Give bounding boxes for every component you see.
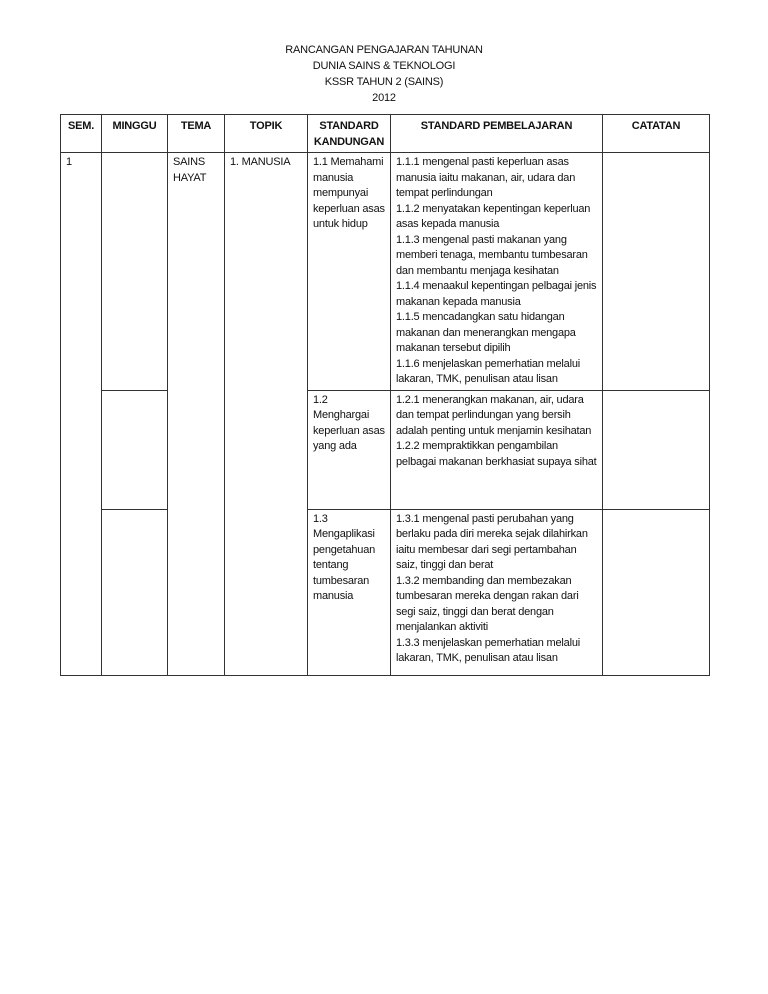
pembelajaran-item: 1.1.1 mengenal pasti keperluan asas manusia iaitu makanan, air, udara dan tempat perlindungan	[396, 156, 576, 199]
catatan-cell	[603, 153, 710, 391]
sem-cell: 1	[61, 153, 102, 676]
col-header-minggu: MINGGU	[102, 115, 168, 153]
topik-cell: 1. MANUSIA	[225, 153, 308, 676]
kandungan-cell: 1.2 Menghargai keperluan asas yang ada	[308, 390, 391, 509]
pembelajaran-item: 1.1.2 menyatakan kepentingan keperluan asas kepada manusia	[396, 202, 591, 230]
title-line-3: KSSR TAHUN 2 (SAINS)	[324, 76, 444, 88]
minggu-cell	[102, 153, 168, 391]
col-header-sem: SEM.	[61, 115, 102, 153]
col-header-tema: TEMA	[168, 115, 225, 153]
pembelajaran-cell	[391, 153, 603, 391]
catatan-cell	[603, 509, 710, 675]
pembelajaran-item: 1.1.3 mengenal pasti makanan yang memberi tenaga, membantu tumbesaran dan membantu menjaga kesihatan	[396, 233, 588, 277]
minggu-cell	[102, 509, 168, 675]
table-row	[61, 390, 710, 509]
pembelajaran-cell	[391, 509, 603, 675]
pembelajaran-item: 1.1.4 menaakul kepentingan pelbagai jenis makanan kepada manusia	[396, 280, 597, 308]
minggu-cell	[102, 390, 168, 509]
col-header-topik: TOPIK	[225, 115, 308, 153]
pembelajaran-item: 1.1.6 menjelaskan pemerhatian melalui lakaran, TMK, penulisan atau lisan	[396, 357, 580, 385]
title-line-2: DUNIA SAINS & TEKNOLOGI	[312, 60, 456, 72]
title-line-1: RANCANGAN PENGAJARAN TAHUNAN	[285, 44, 483, 56]
table-header-row	[61, 115, 710, 153]
col-header-standard-pembelajaran: STANDARD PEMBELAJARAN	[391, 115, 603, 153]
col-header-standard-kandungan: STANDARD KANDUNGAN	[308, 115, 391, 153]
pembelajaran-item: 1.1.5 mencadangkan satu hidangan makanan dan menerangkan mengapa makanan tersebut dipilih	[396, 311, 576, 354]
table-row	[61, 153, 710, 391]
document-title	[0, 42, 768, 106]
pembelajaran-item: 1.2.2 mempraktikkan pengambilan pelbagai makanan berkhasiat supaya sihat	[396, 440, 597, 468]
table-row	[61, 509, 710, 675]
pembelajaran-item: 1.2.1 menerangkan makanan, air, udara dan tempat perlindungan yang bersih adalah penting untuk menjamin kesihatan	[396, 393, 592, 437]
pembelajaran-cell	[391, 390, 603, 509]
pembelajaran-item: 1.3.3 menjelaskan pemerhatian melalui lakaran, TMK, penulisan atau lisan	[396, 636, 580, 664]
col-header-catatan: CATATAN	[603, 115, 710, 153]
title-line-4: 2012	[372, 92, 396, 104]
kandungan-cell: 1.1 Memahami manusia mempunyai keperluan asas untuk hidup	[308, 153, 391, 391]
tema-cell: SAINS HAYAT	[168, 153, 225, 676]
pembelajaran-item: 1.3.2 membanding dan membezakan tumbesaran mereka dengan rakan dari segi saiz, tinggi dan berat dengan menjalankan aktiviti	[396, 574, 579, 633]
pembelajaran-item: 1.3.1 mengenal pasti perubahan yang berlaku pada diri mereka sejak dilahirkan iaitu membesar dari segi pertambahan saiz, tinggi dan berat	[396, 512, 588, 571]
catatan-cell	[603, 390, 710, 509]
kandungan-cell: 1.3 Mengaplikasi pengetahuan tentang tumbesaran manusia	[308, 509, 391, 675]
lesson-plan-table	[60, 114, 710, 676]
